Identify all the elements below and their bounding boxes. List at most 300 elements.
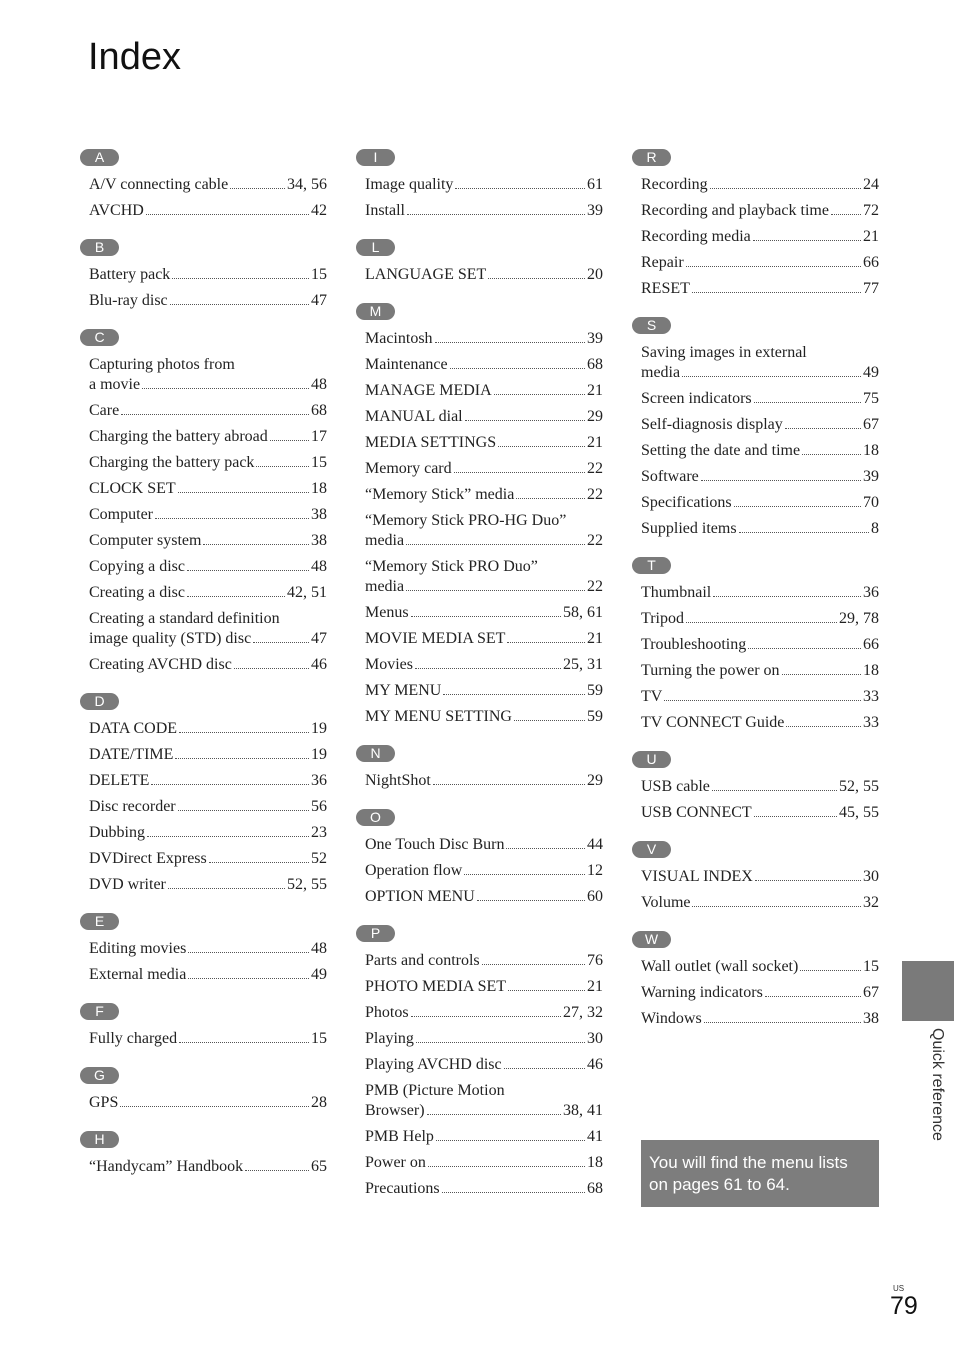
leader-dots [504, 1068, 585, 1069]
index-page-ref: 38 [311, 506, 327, 523]
index-entry [365, 887, 603, 907]
page-title: Index [88, 36, 181, 78]
index-entry [89, 939, 327, 959]
index-page-ref: 49 [311, 966, 327, 983]
leader-dots [120, 1106, 309, 1107]
index-page-ref: 49 [863, 364, 879, 381]
index-term: PMB (Picture Motion [365, 1082, 505, 1099]
index-page-ref: 36 [311, 772, 327, 789]
index-entry [365, 557, 603, 597]
index-term: GPS [89, 1094, 119, 1111]
index-page-ref: 36 [863, 584, 879, 601]
index-entry [365, 355, 603, 375]
letter-group [80, 913, 330, 985]
index-page-ref: 28 [311, 1094, 327, 1111]
index-term: OPTION MENU [365, 888, 475, 905]
index-term: “Handycam” Handbook [89, 1158, 244, 1175]
index-term: Blu-ray disc [89, 292, 168, 309]
index-entry [89, 583, 327, 603]
leader-dots [178, 810, 309, 811]
leader-dots [712, 790, 837, 791]
menu-note-box: You will find the menu lists on pages 61 to 64. [641, 1140, 879, 1207]
index-page-ref: 29 [587, 772, 603, 789]
letter-badge: N [356, 745, 395, 762]
index-entry [365, 681, 603, 701]
index-entry [365, 1003, 603, 1023]
index-term: TV CONNECT Guide [641, 714, 785, 731]
leader-dots [415, 668, 561, 669]
leader-dots [488, 278, 585, 279]
leader-dots [187, 596, 285, 597]
index-entry [365, 977, 603, 997]
index-page-ref: 39 [587, 202, 603, 219]
leader-dots [754, 816, 837, 817]
letter-badge: I [356, 149, 395, 166]
index-entry [365, 265, 603, 285]
leader-dots [692, 906, 861, 907]
index-term: One Touch Disc Burn [365, 836, 505, 853]
leader-dots [428, 1166, 585, 1167]
letter-group [632, 557, 882, 733]
letter-group [632, 931, 882, 1029]
index-entry [641, 389, 879, 409]
index-page-ref: 15 [311, 266, 327, 283]
leader-dots [508, 990, 585, 991]
index-entry-line [365, 531, 603, 551]
leader-dots [664, 700, 861, 701]
index-term: External media [89, 966, 187, 983]
index-entry-line [89, 629, 327, 649]
index-term: Creating AVCHD disc [89, 656, 232, 673]
index-term: DVDirect Express [89, 850, 207, 867]
index-page-ref: 34, 56 [287, 176, 327, 193]
index-entry [641, 713, 879, 733]
index-entry [89, 1157, 327, 1177]
leader-dots [755, 880, 861, 881]
index-entry [89, 1029, 327, 1049]
index-page-ref: 38 [863, 1010, 879, 1027]
index-entry-line [365, 1101, 603, 1121]
leader-dots [256, 466, 309, 467]
leader-dots [436, 1140, 585, 1141]
index-entry [641, 519, 879, 539]
index-page-ref: 72 [863, 202, 879, 219]
index-term: Software [641, 468, 699, 485]
leader-dots [455, 188, 585, 189]
index-entry [641, 583, 879, 603]
index-page-ref: 38, 41 [563, 1102, 603, 1119]
leader-dots [411, 616, 561, 617]
index-page-ref: 15 [311, 454, 327, 471]
index-entry [89, 291, 327, 311]
index-term: Power on [365, 1154, 426, 1171]
index-page-ref: 27, 32 [563, 1004, 603, 1021]
index-entry [641, 441, 879, 461]
letter-badge: C [80, 329, 119, 346]
index-term: media [641, 364, 681, 381]
leader-dots [209, 862, 309, 863]
index-entry [365, 603, 603, 623]
leader-dots [427, 1114, 561, 1115]
index-page-ref: 29 [587, 408, 603, 425]
index-term: DELETE [89, 772, 150, 789]
leader-dots [507, 642, 585, 643]
index-page-ref: 66 [863, 636, 879, 653]
letter-group [80, 1131, 330, 1177]
index-entry [641, 415, 879, 435]
leader-dots [270, 440, 309, 441]
index-term: Windows [641, 1010, 702, 1027]
index-term: USB CONNECT [641, 804, 752, 821]
index-page-ref: 29, 78 [839, 610, 879, 627]
index-entry [641, 609, 879, 629]
index-entry [89, 797, 327, 817]
index-column-3 [632, 149, 882, 1047]
leader-dots [754, 402, 861, 403]
index-term: Specifications [641, 494, 732, 511]
letter-badge: H [80, 1131, 119, 1148]
index-entry [89, 655, 327, 675]
index-term: Browser) [365, 1102, 425, 1119]
index-page-ref: 44 [587, 836, 603, 853]
index-page-ref: 48 [311, 940, 327, 957]
index-entry [641, 803, 879, 823]
letter-group [356, 745, 606, 791]
letter-group [632, 841, 882, 913]
letter-group [80, 693, 330, 895]
index-term: Operation flow [365, 862, 463, 879]
leader-dots [188, 978, 309, 979]
index-term: MOVIE MEDIA SET [365, 630, 506, 647]
index-term: PMB Help [365, 1128, 434, 1145]
leader-dots [179, 1042, 309, 1043]
index-term: Fully charged [89, 1030, 178, 1047]
leader-dots [203, 544, 309, 545]
index-page-ref: 48 [311, 376, 327, 393]
index-entry [89, 505, 327, 525]
leader-dots [411, 1016, 561, 1017]
index-page-ref: 32 [863, 894, 879, 911]
index-term: image quality (STD) disc [89, 630, 252, 647]
index-term: Memory card [365, 460, 452, 477]
index-page-ref: 61 [587, 176, 603, 193]
index-page-ref: 59 [587, 708, 603, 725]
index-page-ref: 18 [863, 442, 879, 459]
index-page-ref: 41 [587, 1128, 603, 1145]
index-term: NightShot [365, 772, 431, 789]
index-entry [365, 459, 603, 479]
index-term: “Memory Stick PRO Duo” [365, 558, 538, 575]
index-entry [89, 479, 327, 499]
index-term: LANGUAGE SET [365, 266, 487, 283]
index-entry [641, 983, 879, 1003]
index-entry [365, 835, 603, 855]
index-entry [641, 957, 879, 977]
index-page-ref: 68 [311, 402, 327, 419]
index-entry [641, 1009, 879, 1029]
leader-dots [704, 1022, 861, 1023]
index-page-ref: 77 [863, 280, 879, 297]
index-entry [641, 201, 879, 221]
leader-dots [506, 848, 585, 849]
index-page-ref: 56 [311, 798, 327, 815]
leader-dots [406, 590, 585, 591]
index-entry [641, 253, 879, 273]
index-term: AVCHD [89, 202, 144, 219]
index-term: Disc recorder [89, 798, 176, 815]
index-page-ref: 45, 55 [839, 804, 879, 821]
index-page-ref: 47 [311, 630, 327, 647]
index-page-ref: 22 [587, 460, 603, 477]
index-term: Care [89, 402, 120, 419]
letter-badge: D [80, 693, 119, 710]
index-page-ref: 23 [311, 824, 327, 841]
index-entry [89, 201, 327, 221]
index-term: Parts and controls [365, 952, 480, 969]
index-page-ref: 52, 55 [287, 876, 327, 893]
letter-badge: U [632, 751, 671, 768]
index-page-ref: 8 [871, 520, 879, 537]
index-page-ref: 39 [587, 330, 603, 347]
index-entry-line [89, 375, 327, 395]
index-page-ref: 60 [587, 888, 603, 905]
index-entry [89, 719, 327, 739]
index-entry [641, 467, 879, 487]
leader-dots [151, 784, 309, 785]
leader-dots [701, 480, 861, 481]
index-entry [89, 1093, 327, 1113]
leader-dots [454, 472, 585, 473]
index-entry [89, 401, 327, 421]
leader-dots [516, 498, 585, 499]
index-page-ref: 66 [863, 254, 879, 271]
index-page-ref: 12 [587, 862, 603, 879]
leader-dots [178, 492, 309, 493]
index-term: Setting the date and time [641, 442, 801, 459]
index-entry [365, 1055, 603, 1075]
leader-dots [416, 1042, 585, 1043]
index-term: Capturing photos from [89, 356, 235, 373]
index-entry [365, 771, 603, 791]
letter-badge: O [356, 809, 395, 826]
leader-dots [785, 428, 861, 429]
index-term: Creating a disc [89, 584, 185, 601]
leader-dots [245, 1170, 309, 1171]
page-number: 79 [890, 1292, 918, 1320]
index-term: Playing AVCHD disc [365, 1056, 502, 1073]
leader-dots [435, 342, 585, 343]
index-page-ref: 30 [587, 1030, 603, 1047]
leader-dots [682, 376, 861, 377]
letter-badge: A [80, 149, 119, 166]
leader-dots [442, 1192, 585, 1193]
index-page-ref: 22 [587, 532, 603, 549]
index-entry [641, 227, 879, 247]
index-term: DATA CODE [89, 720, 178, 737]
leader-dots [142, 388, 309, 389]
index-term: Maintenance [365, 356, 448, 373]
leader-dots [172, 278, 309, 279]
index-term: Tripod [641, 610, 684, 627]
index-entry [365, 485, 603, 505]
index-term: MANUAL dial [365, 408, 463, 425]
index-term: Copying a disc [89, 558, 185, 575]
index-term: “Memory Stick” media [365, 486, 515, 503]
index-entry [641, 343, 879, 383]
leader-dots [146, 214, 309, 215]
index-entry [89, 771, 327, 791]
index-term: Supplied items [641, 520, 737, 537]
leader-dots [253, 642, 309, 643]
index-page-ref: 76 [587, 952, 603, 969]
index-page-ref: 30 [863, 868, 879, 885]
index-term: DATE/TIME [89, 746, 174, 763]
leader-dots [187, 570, 309, 571]
index-term: MEDIA SETTINGS [365, 434, 497, 451]
index-entry [365, 1029, 603, 1049]
leader-dots [155, 518, 309, 519]
index-term: a movie [89, 376, 141, 393]
index-term: Movies [365, 656, 413, 673]
index-term: Computer [89, 506, 153, 523]
leader-dots [168, 888, 285, 889]
index-page-ref: 39 [863, 468, 879, 485]
index-entry [89, 175, 327, 195]
index-term: Screen indicators [641, 390, 752, 407]
leader-dots [179, 732, 309, 733]
index-page-ref: 18 [311, 480, 327, 497]
index-term: A/V connecting cable [89, 176, 229, 193]
letter-group [80, 329, 330, 675]
index-page-ref: 15 [863, 958, 879, 975]
index-entry [641, 893, 879, 913]
index-entry [89, 849, 327, 869]
index-entry [365, 629, 603, 649]
index-term: Recording media [641, 228, 751, 245]
leader-dots [831, 214, 861, 215]
leader-dots [739, 532, 869, 533]
index-entry [641, 493, 879, 513]
index-entry [89, 427, 327, 447]
index-page-ref: 21 [587, 630, 603, 647]
index-term: Thumbnail [641, 584, 712, 601]
index-page-ref: 18 [587, 1154, 603, 1171]
index-term: Volume [641, 894, 691, 911]
letter-badge: W [632, 931, 671, 948]
index-term: Self-diagnosis display [641, 416, 783, 433]
index-term: Image quality [365, 176, 454, 193]
leader-dots [498, 446, 585, 447]
leader-dots [692, 292, 861, 293]
index-term: Recording and playback time [641, 202, 829, 219]
section-tab-marker [902, 961, 954, 1021]
index-term: RESET [641, 280, 690, 297]
index-term: Battery pack [89, 266, 171, 283]
index-term: Charging the battery pack [89, 454, 255, 471]
index-term: Dubbing [89, 824, 145, 841]
leader-dots [786, 726, 861, 727]
index-entry [641, 777, 879, 797]
index-term: Precautions [365, 1180, 440, 1197]
index-entry [641, 279, 879, 299]
index-entry [641, 175, 879, 195]
index-entry [89, 875, 327, 895]
leader-dots [443, 694, 585, 695]
index-entry [641, 687, 879, 707]
leader-dots [753, 240, 861, 241]
leader-dots [514, 720, 585, 721]
index-term: CLOCK SET [89, 480, 176, 497]
leader-dots [782, 674, 861, 675]
index-entry [89, 355, 327, 395]
index-term: Charging the battery abroad [89, 428, 268, 445]
index-entry [89, 823, 327, 843]
index-page-ref: 21 [587, 382, 603, 399]
index-term: TV [641, 688, 663, 705]
leader-dots [121, 414, 309, 415]
index-page-ref: 75 [863, 390, 879, 407]
index-term: Warning indicators [641, 984, 763, 1001]
letter-group [356, 149, 606, 221]
index-term: Saving images in external [641, 344, 807, 361]
index-page-ref: 68 [587, 356, 603, 373]
letter-badge: E [80, 913, 119, 930]
section-label: Quick reference [929, 1028, 946, 1141]
letter-group [356, 303, 606, 727]
index-entry [365, 175, 603, 195]
index-term: MY MENU [365, 682, 442, 699]
index-page-ref: 42 [311, 202, 327, 219]
leader-dots [748, 648, 861, 649]
index-term: Editing movies [89, 940, 187, 957]
index-page-ref: 21 [587, 434, 603, 451]
letter-badge: V [632, 841, 671, 858]
index-page-ref: 58, 61 [563, 604, 603, 621]
index-term: Troubleshooting [641, 636, 747, 653]
index-page-ref: 15 [311, 1030, 327, 1047]
index-term: PHOTO MEDIA SET [365, 978, 507, 995]
leader-dots [494, 394, 585, 395]
index-term: media [365, 578, 405, 595]
leader-dots [734, 506, 861, 507]
index-term: Photos [365, 1004, 409, 1021]
letter-badge: L [356, 239, 395, 256]
leader-dots [406, 544, 585, 545]
letter-badge: B [80, 239, 119, 256]
letter-badge: R [632, 149, 671, 166]
index-page-ref: 19 [311, 720, 327, 737]
index-term: Turning the power on [641, 662, 780, 679]
index-term: Macintosh [365, 330, 433, 347]
index-entry [89, 965, 327, 985]
leader-dots [234, 668, 309, 669]
leader-dots [686, 622, 837, 623]
index-term: DVD writer [89, 876, 166, 893]
index-term: USB cable [641, 778, 710, 795]
index-entry [365, 433, 603, 453]
letter-badge: P [356, 925, 395, 942]
letter-badge: M [356, 303, 395, 320]
index-page-ref: 70 [863, 494, 879, 511]
index-entry [365, 381, 603, 401]
letter-group [632, 149, 882, 299]
index-page-ref: 42, 51 [287, 584, 327, 601]
index-page-ref: 33 [863, 688, 879, 705]
index-page-ref: 47 [311, 292, 327, 309]
leader-dots [170, 304, 309, 305]
index-page-ref: 21 [587, 978, 603, 995]
index-entry [89, 557, 327, 577]
